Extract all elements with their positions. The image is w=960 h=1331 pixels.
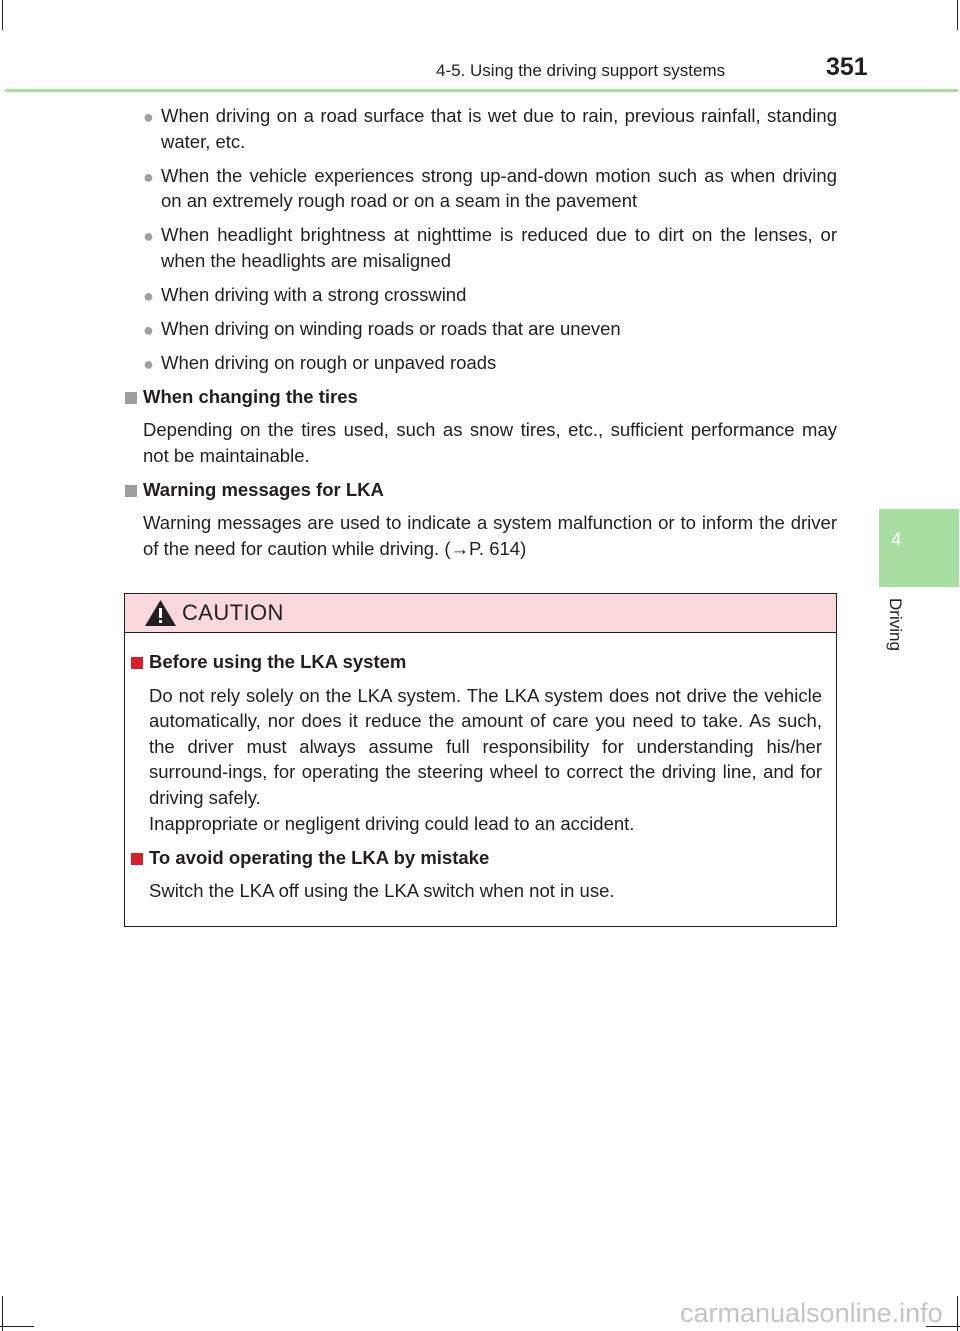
square-bullet-icon: [125, 485, 137, 497]
caution-heading: To avoid operating the LKA by mistake: [131, 845, 822, 871]
chapter-tab-label: Driving: [886, 598, 905, 651]
red-square-icon: [131, 657, 143, 669]
caution-text: Do not rely solely on the LKA system. The LKA system does not drive the vehicle automatically, nor does it reduce the amount of care you need to take. As such, the driver must always assume full responsibility for understanding his/her surround-ings, for operating the steering wheel to correct the driving line, and for driving safely.: [149, 684, 822, 808]
section-heading: When changing the tires: [125, 384, 837, 410]
crop-mark-bottom-left-h: [0, 1326, 34, 1327]
caution-box: [124, 593, 837, 927]
list-item: [143, 163, 837, 214]
caution-body: [131, 649, 822, 912]
bullet-dot-icon: ●: [143, 107, 154, 127]
bullet-dot-icon: ●: [143, 285, 154, 306]
bullet-dot-icon: ●: [143, 166, 154, 187]
section-heading: Warning messages for LKA: [125, 477, 837, 503]
list-item: [143, 103, 837, 154]
bullet-dot-icon: ●: [143, 353, 154, 374]
main-content: [143, 103, 837, 570]
list-item-text: When driving on rough or unpaved roads: [161, 351, 497, 373]
section-title: 4-5. Using the driving support systems: [436, 61, 726, 80]
list-item: [143, 222, 837, 273]
caution-heading: Before using the LKA system: [131, 649, 822, 675]
caution-text: Switch the LKA off using the LKA switch when not in use.: [149, 880, 615, 902]
caution-title: CAUTION: [182, 600, 284, 625]
list-item-text: When driving with a strong crosswind: [161, 283, 467, 305]
caution-text: Inappropriate or negligent driving could lead to an accident.: [149, 812, 635, 834]
section-text: Warning messages are used to indicate a system malfunction or to inform the driver of the need for caution while driving. (→P. 614): [143, 512, 837, 560]
page-number: 351: [826, 53, 868, 81]
red-square-icon: [131, 853, 143, 865]
list-item-text: When driving on a road surface that is wet due to rain, previous rainfall, standing water, etc.: [161, 105, 837, 152]
list-item: [143, 316, 837, 342]
page-header: [0, 0, 960, 96]
bullet-dot-icon: ●: [143, 226, 154, 247]
list-item: [143, 282, 837, 308]
list-item-text: When driving on winding roads or roads that are uneven: [161, 317, 621, 339]
header-rule: [5, 89, 958, 92]
watermark: carmanualsonline.info: [680, 1298, 943, 1328]
section-text: Depending on the tires used, such as snow tires, etc., sufficient performance may not be maintainable.: [143, 419, 837, 466]
square-bullet-icon: [125, 392, 137, 404]
bullet-dot-icon: ●: [143, 319, 154, 340]
caution-header: [125, 594, 836, 633]
list-item-text: When the vehicle experiences strong up-and-down motion such as when driving on an extremely rough road or on a seam in the pavement: [161, 164, 837, 212]
list-item-text: When headlight brightness at nighttime is reduced due to dirt on the lenses, or when the headlights are misaligned: [161, 224, 837, 271]
list-item: [143, 350, 837, 376]
chapter-tab-number: 4: [891, 530, 902, 551]
warning-triangle-icon: [144, 599, 177, 627]
